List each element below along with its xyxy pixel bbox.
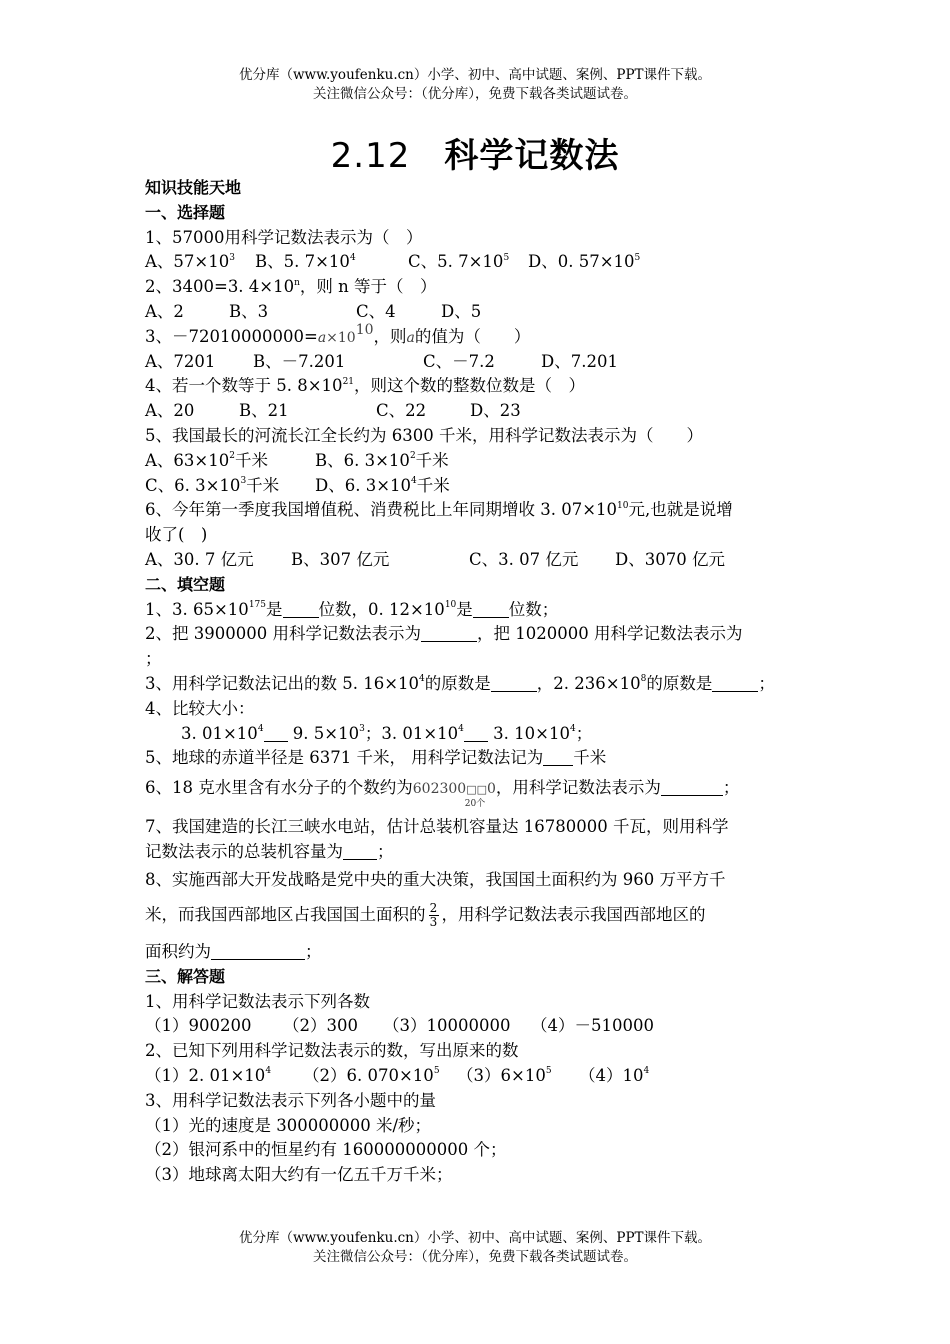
s1-q1-stem: 1、57000用科学记数法表示为（ ）: [145, 227, 423, 247]
option-c: C、4: [356, 301, 396, 321]
s2-q7-line-2: 记数法表示的总装机容量为 ；: [145, 841, 394, 861]
answer-blank[interactable]: [473, 601, 509, 618]
item-2: （2）6. $070\times 10^5$: [303, 1065, 440, 1085]
s2-q5: 5、地球的赤道半径是 6371 千米， 用科学记数法记为 千米: [145, 748, 607, 768]
s2-q4-compare: 3. $01\times 10^4$ 9. $5\times 10^3$；3. $01\times 10^4$ 3. $10\times 10^4$；: [181, 723, 593, 743]
option-c: C、22: [376, 401, 427, 421]
s1-q5-stem: 5、我国最长的河流长江全长约为 6300 千米，用科学记数法表示为（ ）: [145, 425, 703, 445]
option-a: A、2: [145, 301, 184, 321]
option-c: C、3. 07 亿元: [469, 549, 579, 569]
option-c: C、6. $3\times 10^3$千米: [145, 475, 280, 495]
option-a: A、20: [145, 401, 195, 421]
item-3: （3）10000000: [383, 1016, 511, 1036]
option-d: D、5: [441, 301, 482, 321]
s2-q2-line-1: 2、把 3900000 用科学记数法表示为 ，把 1020000 用科学记数法表示为: [145, 624, 743, 644]
s2-q6: 6、18 克水里含有水分子的个数约为602300□□0 20个 ，用科学记数法表示为 ；: [145, 771, 810, 815]
s1-q5-options-cd: [145, 474, 810, 499]
s1-q4-options: [145, 399, 810, 424]
option-a: A、$57\times 10^3$: [145, 252, 235, 272]
section-2-heading: 二、填空题: [145, 574, 226, 594]
s2-q8-line-1: 8、实施西部大开发战略是党中央的重大决策，我国国土面积约为 960 万平方千: [145, 869, 726, 889]
s1-q6-stem-1: 6、今年第一季度我国增值税、消费税比上年同期增收 3. $07\times 10^{10}$元,也就是说增: [145, 500, 733, 520]
s1-q6-options: [145, 548, 810, 573]
title-text: 科学记数法: [444, 136, 620, 176]
item-3: $(3)6\times 10^5$: [457, 1065, 552, 1085]
option-b: B、－7.201: [253, 351, 346, 371]
s2-q7-line-1: 7、我国建造的长江三峡水电站，估计总装机容量达 16780000 千瓦，则用科学: [145, 817, 729, 837]
s3-q1-stem: 1、用科学记数法表示下列各数: [145, 991, 370, 1011]
s2-q1: 1、3. $65\times 10^{175}$是 位数，0. $12\times 10^{10}$是 位数；: [145, 599, 559, 619]
option-b: B、307 亿元: [291, 549, 390, 569]
answer-blank[interactable]: [712, 675, 758, 692]
item-4: $(4)10^4$: [579, 1065, 650, 1085]
s3-q3-stem: 3、用科学记数法表示下列各小题中的量: [145, 1090, 436, 1110]
option-b: B、5. $7\times 10^4$: [255, 252, 356, 272]
option-c: C、5. $7\times 10^5$: [408, 252, 510, 272]
item-1: （1）900200: [145, 1016, 252, 1036]
s3-q3-item-3: （3）地球离太阳大约有一亿五千万千米；: [145, 1165, 453, 1185]
option-a: A、7201: [145, 351, 216, 371]
option-a: A、$63\times 10^2$千米: [145, 450, 268, 470]
item-1: （1）2. $01\times 10^4$: [145, 1065, 272, 1085]
answer-blank[interactable]: [264, 725, 288, 742]
footer-line-2: 关注微信公众号：（优分库），免费下载各类试题试卷。: [313, 1249, 637, 1265]
answer-blank[interactable]: [464, 725, 488, 742]
s2-q4-stem: 4、比较大小：: [145, 698, 255, 718]
item-2: （2）300: [283, 1016, 358, 1036]
option-a: A、30. 7 亿元: [145, 549, 254, 569]
option-d: D、0. $57\times 10^5$: [528, 252, 641, 272]
option-d: D、7.201: [541, 351, 618, 371]
answer-blank[interactable]: [661, 779, 723, 796]
s3-q2-items: [145, 1064, 810, 1089]
option-b: B、3: [229, 301, 269, 321]
page-title: [0, 128, 950, 177]
page-header: [0, 66, 950, 104]
section-1-heading: 一、选择题: [145, 202, 226, 222]
footer-line-1: 优分库（www.youfenku.cn）小学、初中、高中试题、案例、PPT课件下载。: [238, 1230, 712, 1246]
answer-blank[interactable]: [283, 601, 319, 618]
s1-q1-options: [145, 250, 810, 275]
answer-blank[interactable]: [343, 843, 377, 860]
answer-blank[interactable]: [491, 675, 537, 692]
s1-q3-stem: 3、$-72010000000=a\times 10^{10}$，则a的值为（ ）: [145, 322, 531, 346]
section-3-heading: 三、解答题: [145, 966, 226, 986]
s2-q8-line-3: 面积约为 ；: [145, 941, 322, 961]
header-line-1: 优分库（www.youfenku.cn）小学、初中、高中试题、案例、PPT课件下载。: [238, 67, 712, 83]
s3-q3-item-1: （1）光的速度是 300000000 米/秒；: [145, 1115, 432, 1135]
section-main-heading: 知识技能天地: [145, 178, 242, 197]
s1-q2-stem: 2、3400=3. $4\times 10^n$，则 n 等于（ ）: [145, 277, 437, 297]
answer-blank[interactable]: [543, 749, 573, 766]
s1-q5-options-ab: [145, 449, 810, 474]
s2-q8-line-2: 米，而我国西部地区占我国国土面积的 $\frac{2}{3}$ ，用科学记数法表示我国西部地区的: [145, 900, 706, 929]
s3-q2-stem: 2、已知下列用科学记数法表示的数，写出原来的数: [145, 1041, 519, 1061]
s1-q3-options: [145, 350, 810, 375]
document-body: [145, 176, 810, 1188]
s1-q2-options: [145, 300, 810, 325]
s2-q2-line-2: ；: [145, 649, 162, 669]
option-d: D、3070 亿元: [615, 549, 725, 569]
option-d: D、6. $3\times 10^4$千米: [315, 475, 450, 495]
page-footer: [0, 1229, 950, 1267]
s1-q4-stem: 4、若一个数等于 5. $8\times 10^{21}$，则这个数的整数位数是（ ）: [145, 376, 586, 396]
title-number: 2.12: [330, 136, 411, 176]
fraction-two-thirds: $\frac{2}{3}$: [429, 900, 438, 929]
s3-q3-item-2: （2）银河系中的恒星约有 160000000000 个；: [145, 1140, 507, 1160]
s2-q3: 3、用科学记数法记出的数 5. $16\times 10^4$的原数是 ，2. $236\times 10^8$的原数是 ；: [145, 673, 775, 693]
s3-q1-items: [145, 1014, 810, 1039]
answer-blank[interactable]: [211, 943, 305, 960]
option-d: D、23: [470, 401, 521, 421]
header-line-2: 关注微信公众号：（优分库），免费下载各类试题试卷。: [313, 86, 637, 102]
water-molecule-count: 602300□□0 20个: [412, 781, 496, 810]
s1-q6-stem-2: 收了( ): [145, 525, 208, 545]
item-4: （4）－510000: [531, 1016, 654, 1036]
option-b: B、6. $3\times 10^2$千米: [315, 450, 449, 470]
option-b: B、21: [239, 401, 289, 421]
option-c: C、－7.2: [423, 351, 495, 371]
answer-blank[interactable]: [421, 625, 477, 642]
